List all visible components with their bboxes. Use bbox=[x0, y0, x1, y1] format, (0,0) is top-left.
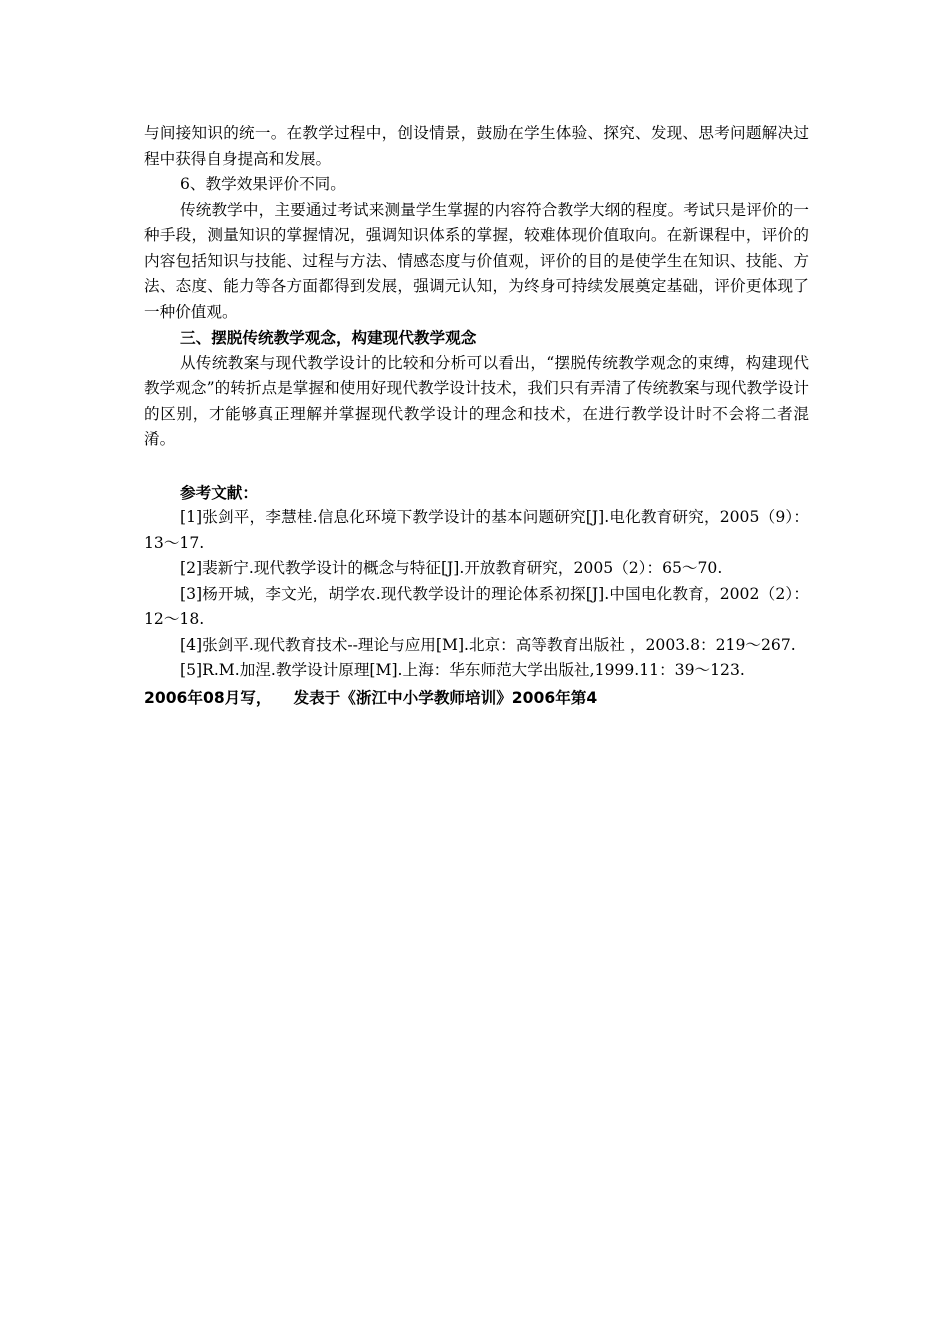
references-list bbox=[144, 505, 809, 684]
reference-item: [2]裴新宁.现代教学设计的概念与特征[J].开放教育研究，2005（2）：65～70. bbox=[180, 559, 723, 577]
reference-item: [1]张剑平，李慧桂.信息化环境下教学设计的基本问题研究[J].电化教育研究，2005（9）：13～17. bbox=[144, 508, 809, 552]
paragraph-conclusion: 从传统教案与现代教学设计的比较和分析可以看出，“摆脱传统教学观念的束缚，构建现代教学观念”的转折点是掌握和使用好现代教学设计技术，我们只有弄清了传统教案与现代教学设计的区别，才能够真正理解并掌握现代教学设计的理念和技术，在进行教学设计时不会将二者混淆。 bbox=[144, 353, 809, 448]
published-in: 发表于《浙江中小学教师培训》2006年第4 bbox=[293, 688, 598, 707]
written-date: 2006年08月写， bbox=[144, 688, 272, 707]
reference-item: [5]R.M.加涅.教学设计原理[M].上海：华东师范大学出版社,1999.11：39～123. bbox=[180, 661, 745, 679]
subheading-evaluation: 6、教学效果评价不同。 bbox=[180, 175, 346, 193]
document-page bbox=[144, 121, 809, 711]
references-title: 参考文献： bbox=[180, 482, 258, 502]
spacer bbox=[144, 453, 809, 478]
paragraph-evaluation: 传统教学中，主要通过考试来测量学生掌握的内容符合教学大纲的程度。考试只是评价的一种手段，测量知识的掌握情况，强调知识体系的掌握，较难体现价值取向。在新课程中，评价的内容包括知识与技能、过程与方法、情感态度与价值观，评价的目的是使学生在知识、技能、方法、态度、能力等各方面都得到发展，强调元认知，为终身可持续发展奠定基础，评价更体现了一种价值观。 bbox=[144, 200, 809, 321]
reference-item: [3]杨开城，李文光，胡学农.现代教学设计的理论体系初探[J].中国电化教育，2002（2）：12～18. bbox=[144, 584, 809, 628]
reference-item: [4]张剑平.现代教育技术--理论与应用[M].北京：高等教育出版社 ，2003.8：219～267. bbox=[180, 635, 796, 654]
paragraph-continuation: 与间接知识的统一。在教学过程中，创设情景，鼓励在学生体验、探究、发现、思考问题解决过程中获得自身提高和发展。 bbox=[144, 124, 809, 168]
section-heading-3: 三、摆脱传统教学观念，构建现代教学观念 bbox=[180, 328, 477, 347]
publication-note bbox=[144, 686, 809, 712]
